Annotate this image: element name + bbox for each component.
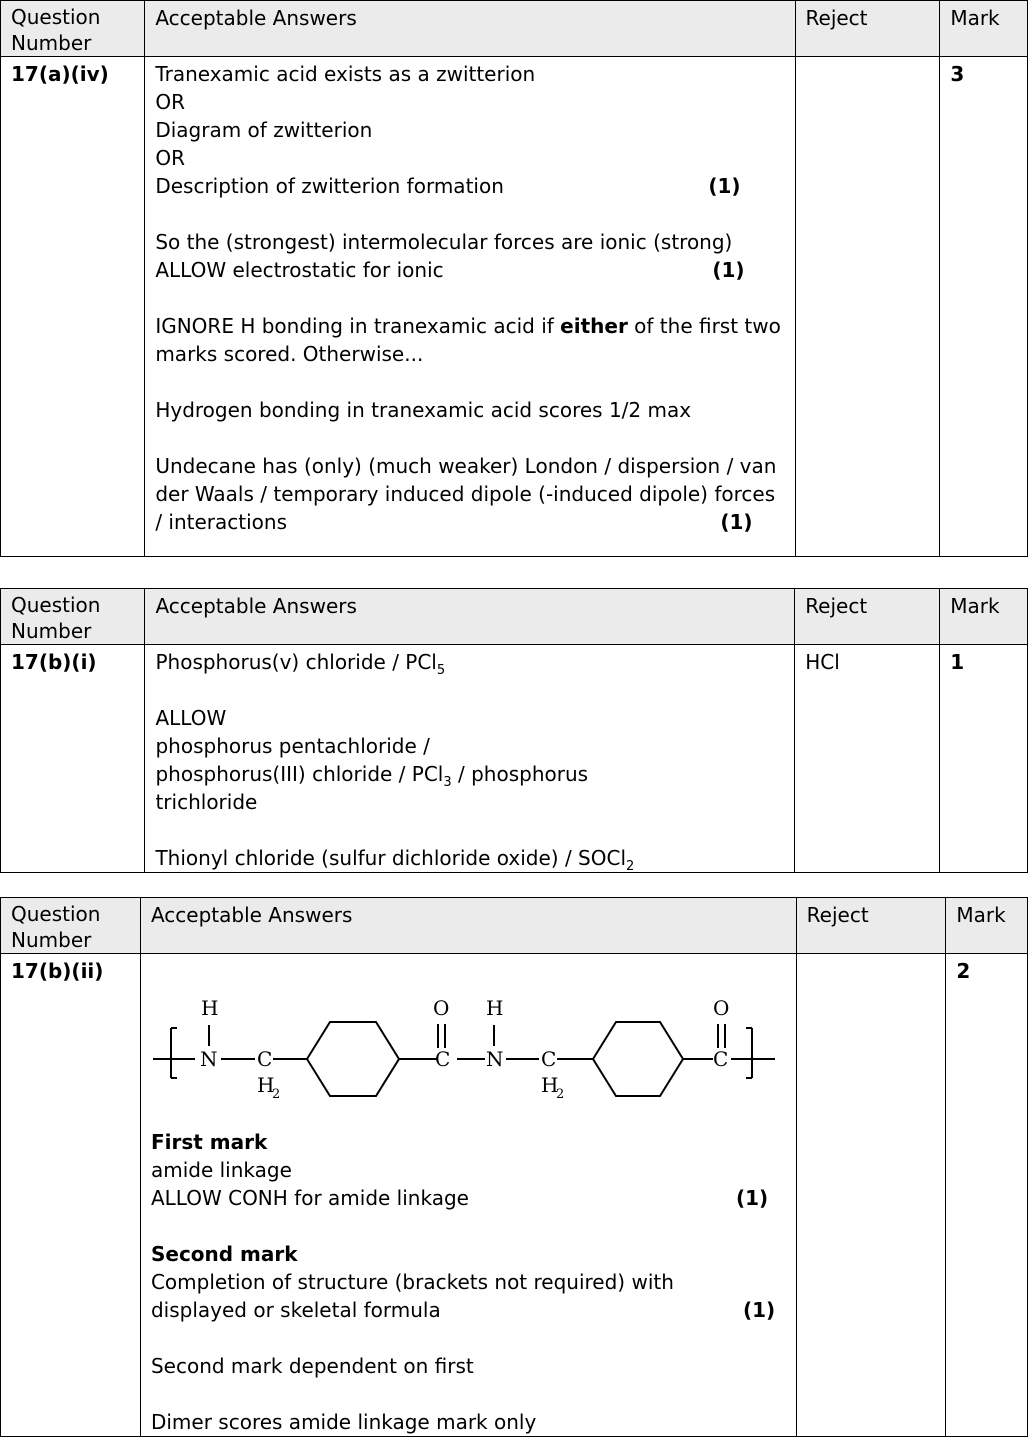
answer-text: ALLOW electrostatic for ionic (155, 258, 444, 282)
answer-line: OR (155, 90, 185, 114)
answer-text: Thionyl chloride (sulfur dichloride oxide) / SOCl (155, 846, 627, 870)
polyamide-structure-diagram (147, 960, 777, 1120)
answer-line (155, 760, 784, 788)
answer-text: IGNORE H bonding in tranexamic acid if (155, 314, 554, 338)
point-mark: (1) (742, 1298, 776, 1322)
answer-line (155, 172, 784, 200)
mark-value: 1 (940, 645, 1028, 873)
atom-label-c: C (712, 1047, 729, 1071)
header-question-number: Question Number (1, 589, 145, 645)
header-reject: Reject (796, 898, 946, 954)
subscript: 5 (436, 663, 446, 678)
answer-line: So the (strongest) intermolecular forces are ionic (strong) (155, 230, 733, 254)
question-number: 17(b)(i) (1, 645, 145, 873)
answer-text: Description of zwitterion formation (155, 174, 504, 198)
mark-value: 3 (940, 57, 1028, 557)
header-acceptable-answers: Acceptable Answers (145, 1, 795, 57)
atom-label-c: C (540, 1047, 557, 1071)
question-number: 17(b)(ii) (1, 954, 141, 1437)
header-question-number: Question Number (1, 898, 141, 954)
answer-line: Diagram of zwitterion (155, 118, 373, 142)
atom-label-c: C (256, 1047, 273, 1071)
mark-scheme-table-17b-i (0, 588, 1028, 873)
subscript: 3 (443, 775, 452, 790)
answer-line (155, 452, 784, 536)
atom-label-o: O (712, 996, 730, 1020)
mark-scheme-table-17b-ii (0, 897, 1028, 1437)
atom-label-o: O (432, 996, 450, 1020)
header-reject: Reject (795, 1, 940, 57)
second-mark-heading: Second mark (150, 1242, 298, 1266)
atom-label-h: H (256, 1073, 275, 1097)
reject-cell (795, 57, 940, 557)
first-mark-heading: First mark (150, 1130, 268, 1154)
answer-text: Phosphorus(v) chloride / PCl (155, 650, 437, 674)
answer-line (151, 1296, 786, 1324)
answer-text: / phosphorus (451, 762, 589, 786)
header-mark: Mark (946, 898, 1028, 954)
answer-line: Tranexamic acid exists as a zwitterion (155, 62, 536, 86)
atom-label-h: H (540, 1073, 559, 1097)
answer-line: trichloride (155, 790, 258, 814)
answer-line: phosphorus pentachloride / (155, 734, 430, 758)
answer-line (155, 844, 784, 872)
answer-line (155, 256, 784, 284)
mark-value: 2 (946, 954, 1028, 1437)
answer-line (155, 312, 784, 368)
atom-label-h: H (200, 996, 219, 1020)
answer-line: amide linkage (150, 1158, 292, 1182)
answer-line: OR (155, 146, 185, 170)
point-mark: (1) (735, 1186, 769, 1210)
subscript: 2 (626, 859, 635, 874)
answer-line: ALLOW (155, 706, 227, 730)
header-mark: Mark (940, 589, 1028, 645)
question-number: 17(a)(iv) (1, 57, 145, 557)
atom-label-n: N (485, 1047, 504, 1071)
point-mark: (1) (708, 174, 741, 198)
answer-text: ALLOW CONH for amide linkage (150, 1186, 469, 1210)
atom-subscript: 2 (555, 1087, 565, 1102)
answer-text: displayed or skeletal formula (150, 1298, 441, 1322)
acceptable-answers-cell (140, 954, 796, 1437)
header-question-number: Question Number (1, 1, 145, 57)
mark-scheme-table-17a-iv (0, 0, 1028, 557)
acceptable-answers-cell (145, 645, 795, 873)
header-reject: Reject (795, 589, 940, 645)
answer-line: Hydrogen bonding in tranexamic acid scores 1/2 max (155, 398, 692, 422)
reject-value: HCl (795, 645, 940, 873)
atom-label-n: N (199, 1047, 218, 1071)
answer-line (155, 648, 784, 676)
header-mark: Mark (940, 1, 1028, 57)
atom-label-c: C (434, 1047, 451, 1071)
header-acceptable-answers: Acceptable Answers (140, 898, 796, 954)
emphasis-text: either (560, 314, 628, 338)
answer-line: Completion of structure (brackets not required) with (150, 1270, 674, 1294)
answer-line (151, 1184, 786, 1212)
reject-cell (796, 954, 946, 1437)
atom-subscript: 2 (271, 1087, 281, 1102)
answer-text: phosphorus(III) chloride / PCl (155, 762, 444, 786)
acceptable-answers-cell (145, 57, 795, 557)
answer-line: Second mark dependent on first (150, 1354, 474, 1378)
answer-text: Undecane has (only) (much weaker) London / dispersion / van der Waals / temporary induced dipole (-induced dipole) forces / interactions (155, 454, 777, 534)
header-acceptable-answers: Acceptable Answers (145, 589, 795, 645)
atom-label-h: H (485, 996, 504, 1020)
point-mark: (1) (720, 510, 753, 534)
point-mark: (1) (712, 258, 745, 282)
answer-text: of the first two marks scored. Otherwise... (155, 314, 781, 366)
answer-line: Dimer scores amide linkage mark only (150, 1410, 537, 1434)
